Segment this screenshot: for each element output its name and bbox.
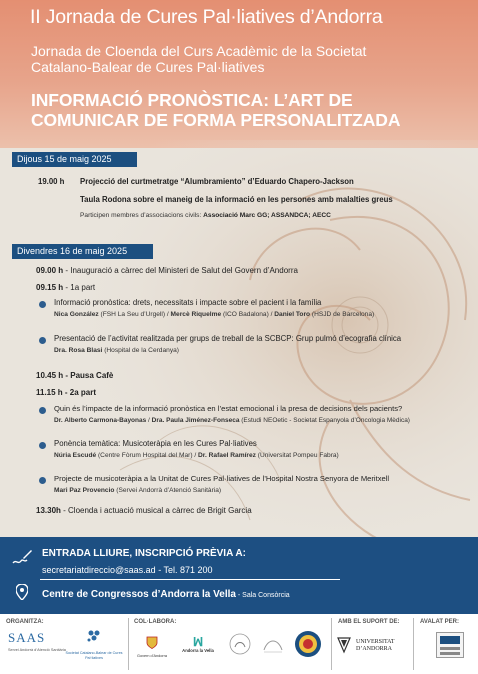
divider xyxy=(40,579,340,580)
label-colabora: COL·LABORA: xyxy=(134,619,177,625)
email-link[interactable]: secretariatdireccio@saas.ad xyxy=(42,565,156,575)
endorsement-logo xyxy=(436,632,464,658)
talk-title: Quin és l’impacte de la informació pronòstica en l’estat emocional i la presa de decisions dels pacients? xyxy=(54,404,403,413)
location-pin-icon xyxy=(16,584,28,600)
contact-line: secretariatdireccio@saas.ad - Tel. 871 200 xyxy=(42,565,213,575)
bullet-icon xyxy=(39,477,46,484)
talk-speakers: Dr. Alberto Carmona-Bayonas / Dra. Paula Jiménez-Fonseca (Estudi NEOetic - Societat Espanyola d’Oncologia Mèdica) xyxy=(54,417,410,424)
session-part1: 09.15 h - 1a part xyxy=(36,283,96,292)
divider xyxy=(413,618,414,670)
talk-speakers: Núria Escudé (Centre Fòrum Hospital del Mar) / Dr. Rafael Ramírez (Universitat Pompeu Fabra) xyxy=(54,452,339,459)
poster: II Jornada de Cures Pal·liatives d’Andorra Jornada de Cloenda del Curs Acadèmic de la Societat Catalano-Balear de Cures Pal·liatives INFORMACIÓ PRONÒSTICA: L’ART DE COMUNICAR DE FORMA PERSONALITZADA Dijous 15 de maig 2025 19.00 h Projecció del curtmetratge “Alumbramiento” d’Eduardo Chapero-Jackson Taula Rodona sobre el maneig de la informació en les persones amb malalties greus Participen membres d’associacions civils: Associació Marc GG; ASSANDCA; AECC Divendres 16 de maig 2025 09.00 h - Inauguració a càrrec del Ministeri de Salut del Govern d’Andorra 09.15 h - 1a part Informació pronòstica: drets, necessitats i impacte sobre el pacient i la família Nica González (FSH La Seu d’Urgell) / Mercè Riquelme (ICO Badalona) / Daniel Toro (HSJD de Barcelona) Presentació de l’activitat realitzada per grups de treball de la SCBCP: Grup pulmó d’ecografia clínica Dra. Rosa Blasi (Hospital de la Cerdanya) 10.45 h - Pausa Cafè 11.15 h - 2a part Quin és l’impacte de la informació pronòstica en l’estat emocional i la presa de decisions dels pacients? Dr. Alberto Carmona-Bayonas / Dra. Paula Jiménez-Fonseca (Estudi NEOetic - Societat Espanyola d’Oncologia Mèdica) Ponència temàtica: Musicoteràpia en les Cures Pal·liatives Núria Escudé (Centre Fòrum Hospital del Mar) / Dr. Rafael Ramírez (Universitat Pompeu Fabra) Projecte de musicoteràpia a la Unitat de Cures Pal·liatives de l’Hospital Nostra Senyora de Meritxell Mari Paz Provencio (Servei Andorrà d’Atenció Sanitària) 13.30h - Cloenda i actuació musical a càrrec de Brigit Garcia ENTRADA LLIURE, INSCRIPCIÓ PRÈVIA A: secretariatdireccio@saas.ad - Tel. 871 200 Centre de Congressos d’Andorra la Vella - Sala Consòrcia ORGANITZA: COL·LABORA: AMB EL SUPORT DE: AVALAT PER: SAAS Servei Andorrà d’Atenció Sanitària Societat Catalano-Balear de Cures Pal·liatives Govern d’Andorra ꟽ Andorra la Vella UNIVERSITAT D’ANDORRA xyxy=(0,0,478,674)
screening-item: Projecció del curtmetratge “Alumbramiento” d’Eduardo Chapero-Jackson xyxy=(80,177,354,186)
session-part2: 11.15 h - 2a part xyxy=(36,388,97,397)
talk-speakers: Nica González (FSH La Seu d’Urgell) / Mercè Riquelme (ICO Badalona) / Daniel Toro (HSJD de Barcelona) xyxy=(54,311,375,318)
date-bar-day2: Divendres 16 de maig 2025 xyxy=(12,244,153,259)
scbcp-logo: Societat Catalano-Balear de Cures Pal·liatives xyxy=(64,628,124,660)
round-table-participants: Participen membres d’associacions civils: Associació Marc GG; ASSANDCA; AECC xyxy=(80,212,331,219)
bullet-icon xyxy=(39,301,46,308)
partner-emblem-icon xyxy=(260,632,286,656)
bullet-icon xyxy=(39,337,46,344)
comu-symbol-icon: ꟽ xyxy=(192,635,204,649)
coat-of-arms-icon xyxy=(146,636,158,649)
comu-logo: ꟽ Andorra la Vella xyxy=(176,636,220,653)
event-headline: INFORMACIÓ PRONÒSTICA: L’ART DE COMUNICAR DE FORMA PERSONALITZADA xyxy=(31,90,401,130)
divider xyxy=(331,618,332,670)
session-closing: 13.30h - Cloenda i actuació musical a càrrec de Brigit Garcia xyxy=(36,506,252,515)
talk-title: Ponència temàtica: Musicoteràpia en les Cures Pal·liatives xyxy=(54,439,257,448)
label-avalat: AVALAT PER: xyxy=(420,619,459,625)
partner-seal-icon xyxy=(294,630,322,658)
bullet-icon xyxy=(39,442,46,449)
entry-label: ENTRADA LLIURE, INSCRIPCIÓ PRÈVIA A: xyxy=(42,548,246,559)
round-table-item: Taula Rodona sobre el maneig de la informació en les persones amb malalties greus xyxy=(80,195,393,204)
session-opening: 09.00 h - Inauguració a càrrec del Ministeri de Salut del Govern d’Andorra xyxy=(36,266,298,275)
partner-emblem-icon xyxy=(228,632,252,656)
university-emblem-icon xyxy=(336,636,352,654)
label-suport: AMB EL SUPORT DE: xyxy=(338,619,400,625)
talk-speakers: Mari Paz Provencio (Servei Andorrà d’Atenció Sanitària) xyxy=(54,487,222,494)
divider xyxy=(128,618,129,670)
saas-logo: SAAS Servei Andorrà d’Atenció Sanitària xyxy=(8,630,66,652)
talk-title: Presentació de l’activitat realitzada per grups de treball de la SCBCP: Grup pulmó d’ecografia clínica xyxy=(54,334,402,343)
scbcp-emblem-icon xyxy=(86,628,102,644)
pen-signature-icon xyxy=(11,549,33,567)
header-band xyxy=(0,0,478,148)
label-organitza: ORGANITZA: xyxy=(6,619,44,625)
talk-title: Projecte de musicoteràpia a la Unitat de Cures Pal·liatives de l’Hospital Nostra Senyora de Meritxell xyxy=(54,474,390,483)
time-day1: 19.00 h xyxy=(38,177,65,186)
date-bar-day1: Dijous 15 de maig 2025 xyxy=(12,152,137,167)
talk-speakers: Dra. Rosa Blasi (Hospital de la Cerdanya) xyxy=(54,347,179,354)
event-subtitle: Jornada de Cloenda del Curs Acadèmic de la Societat Catalano-Balear de Cures Pal·liatives xyxy=(31,43,367,75)
venue-line: Centre de Congressos d’Andorra la Vella - Sala Consòrcia xyxy=(42,589,290,600)
session-break: 10.45 h - Pausa Cafè xyxy=(36,371,114,380)
bullet-icon xyxy=(39,407,46,414)
event-title: II Jornada de Cures Pal·liatives d’Andorra xyxy=(30,6,383,28)
talk-title: Informació pronòstica: drets, necessitats i impacte sobre el pacient i la família xyxy=(54,298,322,307)
govern-logo: Govern d’Andorra xyxy=(136,636,168,658)
